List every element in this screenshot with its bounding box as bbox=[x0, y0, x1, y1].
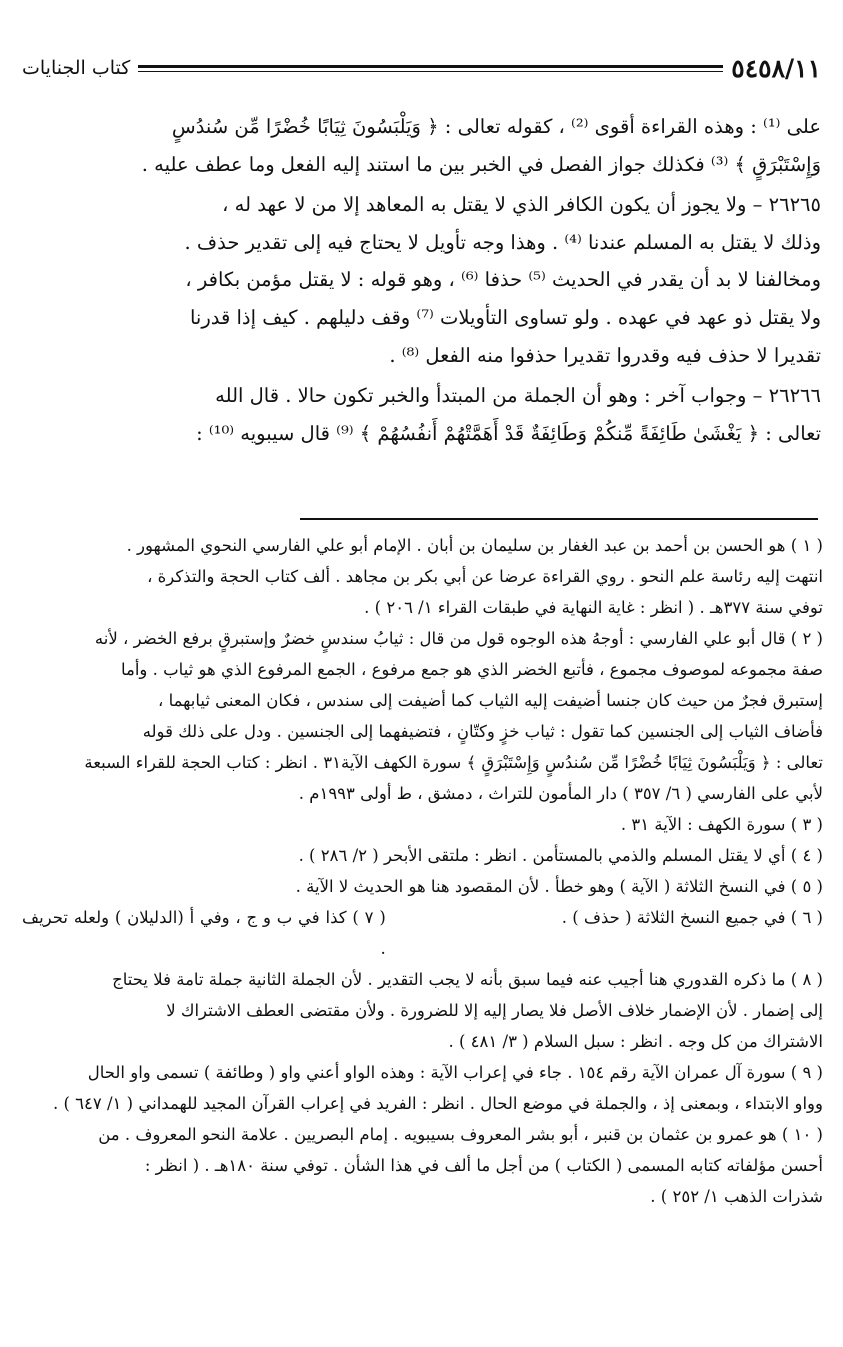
text-line: ٢٦٢٦٦ – وجواب آخر : وهو أن الجملة من المبتدأ والخبر تكون حالا . قال الله bbox=[215, 384, 821, 408]
footnote-line: شذرات الذهب ١/ ٢٥٢ ) . bbox=[650, 1187, 823, 1206]
text-line: ومخالفنا لا بد أن يقدر في الحديث ⁽⁵⁾ حذفا ⁽⁶⁾ ، وهو قوله : لا يقتل مؤمن بكافر ، bbox=[185, 268, 821, 292]
footnote-line: ( ١ ) هو الحسن بن أحمد بن عبد الغفار بن سليمان بن أبان . الإمام أبو علي الفارسي النحوي المشهور . bbox=[126, 536, 823, 555]
footnote-8 bbox=[22, 964, 823, 1057]
main-paragraph bbox=[20, 108, 821, 183]
footnote-9 bbox=[22, 1057, 823, 1119]
footnote-line: تعالى : ﴿ وَيَلْبَسُونَ ثِيَابًا خُضْرًا مِّن سُندُسٍ وَإِسْتَبْرَقٍ ﴾ سورة الكهف الآية٣١ . انظر : كتاب الحجة للقراء السبعة bbox=[84, 753, 823, 772]
header-rule bbox=[138, 65, 723, 72]
footnote-line: إلى إضمار . لأن الإضمار خلاف الأصل فلا يصار إليه إلا للضرورة . ولأن مقتضى العطف الاشتراك لا bbox=[166, 1001, 823, 1020]
text-line: تقديرا لا حذف فيه وقدروا تقديرا حذفوا منه الفعل ⁽⁸⁾ . bbox=[389, 343, 821, 367]
footnote-line: لأبي على الفارسي ( ٦/ ٣٥٧ ) دار المأمون للتراث ، دمشق ، ط أولى ١٩٩٣م . bbox=[298, 784, 823, 803]
footnote-line: صفة مجموعه لموصوف مجموع ، فأتبع الخضر الذي هو جمع مرفوع ، الجمع المرفوع الذي هو ثياب . وأما bbox=[120, 660, 823, 679]
footnote-line: توفي سنة ٣٧٧هـ . ( انظر : غاية النهاية في طبقات القراء ١/ ٢٠٦ ) . bbox=[364, 598, 823, 617]
footnote-line: ( ٨ ) ما ذكره القدوري هنا أجيب عنه فيما سبق بأنه لا يجب التقدير . لأن الجملة الثانية جملة تامة فلا يحتاج bbox=[112, 970, 823, 989]
footnote-7: ( ٧ ) كذا في ب و ج ، وفي أ (الدليلان ) ولعله تحريف . bbox=[22, 908, 386, 958]
footnote-line: إستبرق فجرٌ من حيث كان جنسا أضيفت إليه الثياب كما أضيفت إلى سندس ، فكان المعنى ثيابهما ، bbox=[158, 691, 823, 710]
footnote-4 bbox=[22, 840, 823, 871]
footnote-line: أحسن مؤلفاته كتابه المسمى ( الكتاب ) من أجل ما ألف في هذا الشأن . توفي سنة ١٨٠هـ . ( انظر : bbox=[144, 1156, 823, 1175]
main-text bbox=[20, 108, 821, 452]
footnote-6: ( ٦ ) في جميع النسخ الثلاثة ( حذف ) . bbox=[561, 908, 823, 927]
footnote-separator bbox=[300, 518, 818, 520]
footnote-line: وواو الابتداء ، وبمعنى إذ ، والجملة في موضع الحال . انظر : الفريد في إعراب القرآن المجيد للهمداني ( ١/ ٦٤٧ ) . bbox=[52, 1094, 823, 1113]
footnote-line: ( ٩ ) سورة آل عمران الآية رقم ١٥٤ . جاء في إعراب الآية : وهذه الواو أعني واو ( وطائفة ) تسمى واو الحال bbox=[87, 1063, 823, 1082]
footnote-line: ( ١٠ ) هو عمرو بن عثمان بن قنبر ، أبو بشر المعروف بسيبويه . إمام البصريين . علامة النحو المعروف . من bbox=[98, 1125, 823, 1144]
footnote-6-7 bbox=[22, 902, 823, 964]
footnote-10 bbox=[22, 1119, 823, 1212]
footnote-line: فأضاف الثياب إلى الجنسين كما تقول : ثياب خزٍ وكتّانٍ ، فتضيفهما إلى الجنسين . ودل على ذلك قوله bbox=[142, 722, 823, 741]
page-header bbox=[22, 48, 821, 88]
footnote-3 bbox=[22, 809, 823, 840]
chapter-title: كتاب الجنايات bbox=[22, 57, 131, 79]
footnote-line: انتهت إليه رئاسة علم النحو . روي القراءة عرضا عن أبي بكر بن مجاهد . ألف كتاب الحجة والتذكرة ، bbox=[147, 567, 823, 586]
footnote-1 bbox=[22, 530, 823, 623]
text-line: ٢٦٢٦٥ – ولا يجوز أن يكون الكافر الذي لا يقتل به المعاهد إلا من لا عهد له ، bbox=[222, 193, 821, 217]
text-line: تعالى : ﴿ يَغْشَىٰ طَائِفَةً مِّنكُمْ وَطَائِفَةٌ قَدْ أَهَمَّتْهُمْ أَنفُسُهُمْ ﴾ ⁽⁹⁾ قال سيبويه ⁽¹⁰⁾ : bbox=[196, 421, 821, 445]
footnote-2 bbox=[22, 623, 823, 809]
text-line: وَإِسْتَبْرَقٍ ﴾ ⁽³⁾ فكذلك جواز الفصل في الخبر بين ما استند إليه الفعل وما عطف عليه . bbox=[141, 152, 821, 176]
text-line: وذلك لا يقتل به المسلم عندنا ⁽⁴⁾ . وهذا وجه تأويل لا يحتاج فيه إلى تقدير حذف . bbox=[184, 230, 821, 254]
footnote-line: ( ٤ ) أي لا يقتل المسلم والذمي بالمستأمن . انظر : ملتقى الأبحر ( ٢/ ٢٨٦ ) . bbox=[298, 846, 823, 865]
footnote-line: ( ٥ ) في النسخ الثلاثة ( الآية ) وهو خطأ . لأن المقصود هنا هو الحديث لا الآية . bbox=[295, 877, 823, 896]
footnotes bbox=[22, 530, 823, 1212]
text-line: ولا يقتل ذو عهد في عهده . ولو تساوى التأويلات ⁽⁷⁾ وقف دليلهم . كيف إذا قدرنا bbox=[189, 305, 821, 329]
page-number: ٥٤٥٨/١١ bbox=[731, 53, 821, 83]
footnote-line: الاشتراك من كل وجه . انظر : سبل السلام ( ٣/ ٤٨١ ) . bbox=[448, 1032, 823, 1051]
text-line: على ⁽¹⁾ : وهذه القراءة أقوى ⁽²⁾ ، كقوله تعالى : ﴿ وَيَلْبَسُونَ ثِيَابًا خُضْرًا مِّن سُندُسٍ bbox=[171, 115, 821, 138]
footnote-5 bbox=[22, 871, 823, 902]
main-paragraph bbox=[20, 377, 821, 452]
footnote-line: ( ٣ ) سورة الكهف : الآية ٣١ . bbox=[620, 815, 823, 834]
footnote-line: ( ٢ ) قال أبو علي الفارسي : أوجهُ هذه الوجوه قول من قال : ثيابُ سندسٍ خضرٌ وإستبرقٍ برفع الخضر ، لأنه bbox=[94, 629, 823, 648]
main-paragraph bbox=[20, 186, 821, 374]
